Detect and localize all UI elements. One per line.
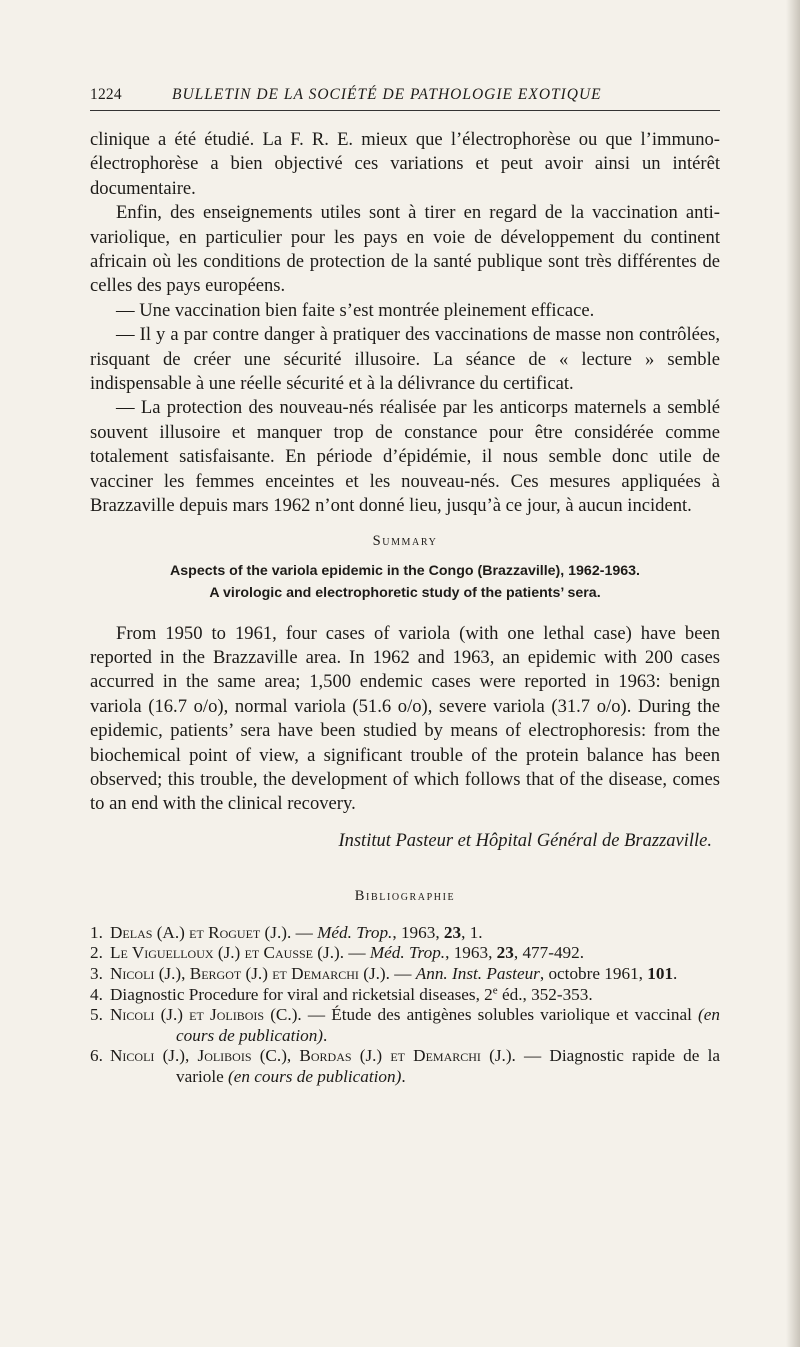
summary-text: From 1950 to 1961, four cases of variola (with one lethal case) have been reported in the Brazzaville area. In 1962 and 1963, an epidemic with 200 cases accurred in the same area; 1,500 endemic cases were reported in 1963: benign variola (16.7 o/o), normal variola (51.6 o/o), severe variola (31.7 o/o). During the epidemic, patients’ sera have been studied by means of electrophoresis: from the biochemical point of view, a significant trouble of the protein balance has been observed; this trouble, the development of which follows that of the disease, comes to an end with the clinical recovery. [90,622,720,815]
reference-2: 2. Le Viguelloux (J.) et Causse (J.). — Méd. Trop., 1963, 23, 477-492. [90,943,585,963]
reference-list [90,923,720,1088]
paragraph-5: — La protection des nouveau-nés réalisée par les anticorps maternels a semblé souvent illusoire et manquer trop de constance pour être considérée comme totalement satisfaisante. En période d’épidémie, il nous semble donc utile de vacciner les femmes enceintes et les nouveau-nés. Ces mesures appliquées à Brazzaville depuis mars 1962 n’ont donné lieu, jusqu’à ce jour, à aucun incident. [90,397,720,517]
header-rule [90,110,720,111]
reference-4: 4. Diagnostic Procedure for viral and ricketsial diseases, 2e éd., 352-353. [90,983,593,1004]
summary-heading: Summary [372,532,438,549]
summary-title-line-2: A virologic and electrophoretic study of the patients’ sera. [209,584,601,601]
reference-6: 6. Nicoli (J.), Jolibois (C.), Bordas (J.) et Demarchi (J.). — Diagnostic rapide de la variole (en cours de publication). [90,1046,720,1086]
running-title: BULLETIN DE LA SOCIÉTÉ DE PATHOLOGIE EXOTIQUE [172,86,602,103]
paragraph-2: Enfin, des enseignements utiles sont à tirer en regard de la vaccination anti-variolique, en particulier pour les pays en voie de développement du continent africain où les conditions de protection de la santé publique sont très différentes de celles des pays européens. [90,202,720,297]
page-edge-shadow [786,0,800,1347]
body-text [90,128,720,1088]
paragraph-3: — Une vaccination bien faite s’est montrée pleinement efficace. [116,299,595,321]
paragraph-1: clinique a été étudié. La F. R. E. mieux que l’électrophorèse ou que l’immuno-électrophorèse a bien objectivé ces variations et peut avoir ainsi un intérêt documentaire. [90,129,720,199]
bibliography-heading: Bibliographie [354,887,456,904]
affiliation: Institut Pasteur et Hôpital Général de Brazzaville. [338,830,712,851]
reference-1: 1. Delas (A.) et Roguet (J.). — Méd. Trop., 1963, 23, 1. [90,922,483,942]
summary-title-line-1: Aspects of the variola epidemic in the Congo (Brazzaville), 1962-1963. [170,562,640,579]
reference-5: 5. Nicoli (J.) et Jolibois (C.). — Étude des antigènes solubles variolique et vaccinal (en cours de publication). [90,1005,720,1045]
paragraph-4: — Il y a par contre danger à pratiquer des vaccinations de masse non contrôlées, risquant de créer une sécurité illusoire. La séance de « lecture » semble indispensable à une réelle sécurité et à la délivrance du certificat. [90,324,720,395]
reference-3: 3. Nicoli (J.), Bergot (J.) et Demarchi (J.). — Ann. Inst. Pasteur, octobre 1961, 101. [90,963,678,983]
page-number: 1224 [90,86,122,103]
